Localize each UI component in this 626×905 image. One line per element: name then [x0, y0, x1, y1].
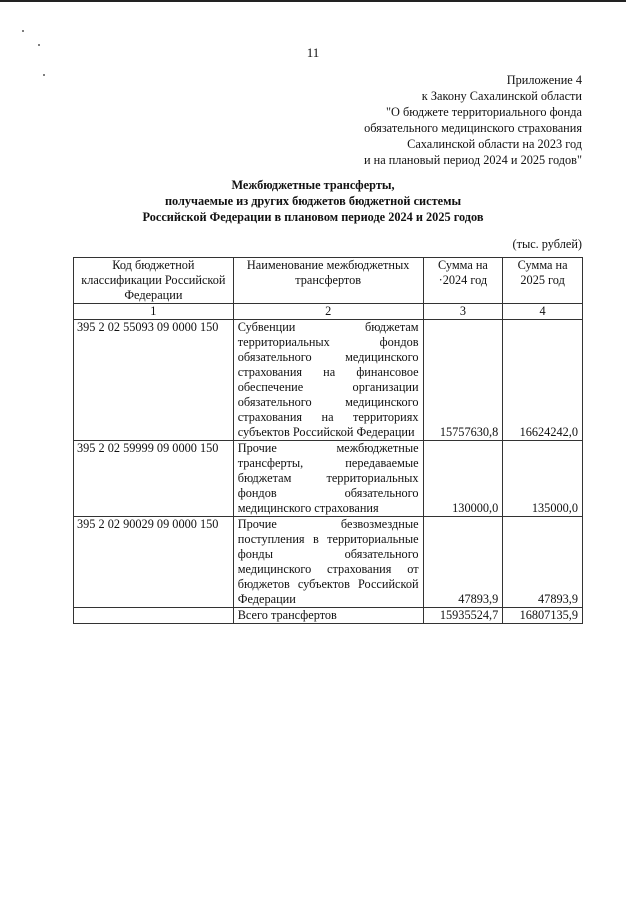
total-sum-2025: 16807135,9 — [503, 608, 583, 624]
row-name: Прочие безвозмездные поступления в территориальные фонды обязательного медицинского страхования от бюджетов субъектов Российской Федерации — [233, 517, 423, 608]
row-code: 395 2 02 55093 09 0000 150 — [74, 320, 234, 441]
scan-top-edge — [0, 0, 626, 2]
table-header-row — [74, 258, 583, 304]
title-line: Межбюджетные трансферты, — [231, 178, 395, 192]
appendix-header — [364, 72, 582, 168]
column-number-row — [74, 304, 583, 320]
column-number: 3 — [423, 304, 503, 320]
scan-speck — [22, 30, 24, 32]
appendix-line: к Закону Сахалинской области — [421, 89, 582, 103]
column-number: 4 — [503, 304, 583, 320]
column-number: 1 — [74, 304, 234, 320]
header-name: Наименование межбюджетных трансфертов — [233, 258, 423, 304]
page-number: 11 — [306, 45, 320, 60]
row-sum-2025: 47893,9 — [503, 517, 583, 608]
appendix-line: и на плановый период 2024 и 2025 годов" — [363, 153, 582, 167]
row-sum-2024: 130000,0 — [423, 441, 503, 517]
scan-speck — [43, 74, 45, 76]
row-sum-2024: 15757630,8 — [423, 320, 503, 441]
header-code: Код бюджетной классификации Российской Федерации — [74, 258, 234, 304]
row-code: 395 2 02 59999 09 0000 150 — [74, 441, 234, 517]
appendix-line: "О бюджете территориального фонда — [386, 105, 582, 119]
row-sum-2024: 47893,9 — [423, 517, 503, 608]
row-sum-2025: 16624242,0 — [503, 320, 583, 441]
row-name: Субвенции бюджетам территориальных фондов обязательного медицинского страхования на финансовое обеспечение организации обязательного медицинского страхования на территориях субъектов Российской Федерации — [233, 320, 423, 441]
document-title — [0, 177, 626, 225]
transfers-table — [73, 257, 583, 624]
row-name: Прочие межбюджетные трансферты, передаваемые бюджетам территориальных фондов обязательного медицинского страхования — [233, 441, 423, 517]
appendix-line: обязательного медицинского страхования — [364, 121, 582, 135]
total-sum-2024: 15935524,7 — [423, 608, 503, 624]
row-sum-2025: 135000,0 — [503, 441, 583, 517]
title-line: получаемые из других бюджетов бюджетной системы — [164, 194, 462, 208]
table-row — [74, 441, 583, 517]
row-code: 395 2 02 90029 09 0000 150 — [74, 517, 234, 608]
appendix-line: Сахалинской области на 2023 год — [407, 137, 582, 151]
table-row — [74, 517, 583, 608]
title-line: Российской Федерации в плановом периоде 2024 и 2025 годов — [142, 210, 484, 224]
units-label: (тыс. рублей) — [512, 237, 582, 251]
total-label: Всего трансфертов — [233, 608, 423, 624]
column-number: 2 — [233, 304, 423, 320]
total-empty-cell — [74, 608, 234, 624]
total-row — [74, 608, 583, 624]
appendix-line: Приложение 4 — [506, 73, 582, 87]
header-sum-2024: Сумма на ·2024 год — [423, 258, 503, 304]
header-sum-2025: Сумма на 2025 год — [503, 258, 583, 304]
table-row — [74, 320, 583, 441]
